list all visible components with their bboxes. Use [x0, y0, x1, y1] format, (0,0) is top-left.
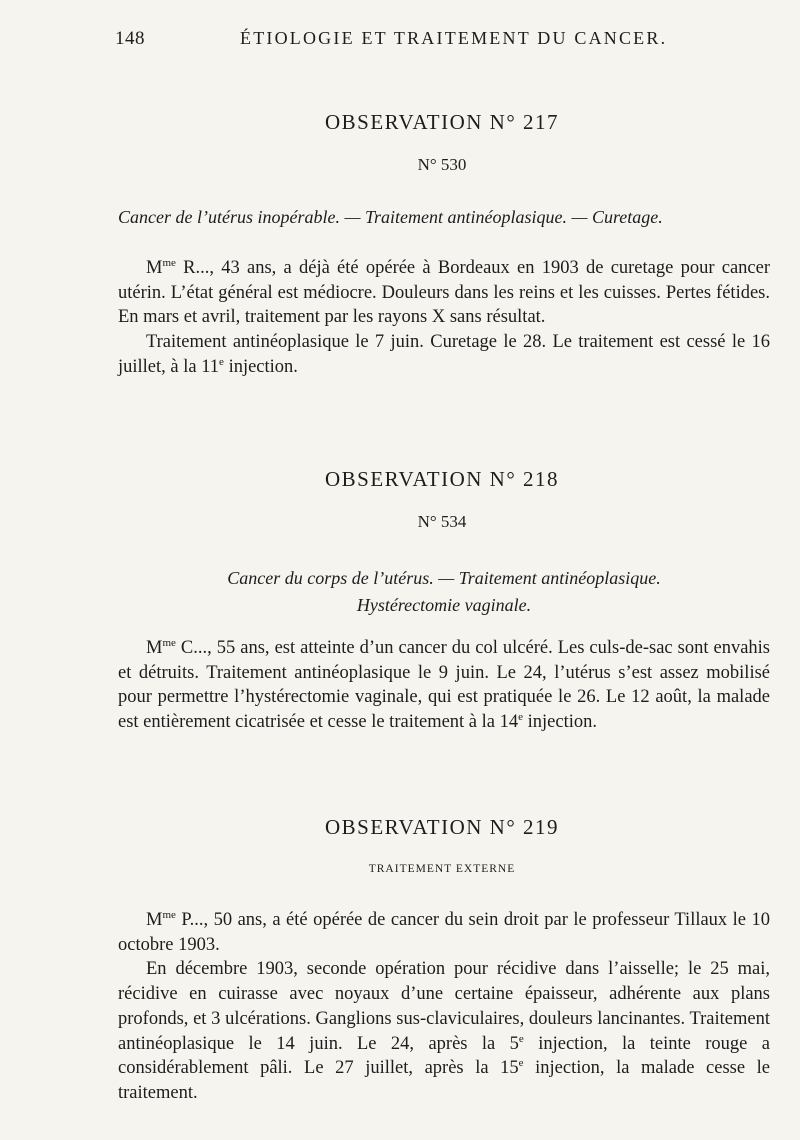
- observation-217-paragraph-2: Traitement antinéoplasique le 7 juin. Curetage le 28. Le traitement est cessé le 16 juillet, à la 11e injection.: [118, 332, 770, 377]
- running-title: ÉTIOLOGIE ET TRAITEMENT DU CANCER.: [240, 28, 668, 48]
- observation-218-subtitle-line-1: Cancer du corps de l’utérus. — Traitement antinéoplasique.: [227, 568, 661, 588]
- observation-219-title: OBSERVATION N° 219: [324, 815, 560, 839]
- observation-218-title: OBSERVATION N° 218: [324, 467, 560, 491]
- observation-218-number: N° 534: [417, 512, 467, 531]
- observation-218-subtitle-line-2: Hystérectomie vaginale.: [356, 595, 532, 615]
- observation-217-subtitle: Cancer de l’utérus inopérable. — Traitement antinéoplasique. — Curetage.: [118, 207, 663, 227]
- observation-218-subtitle: [118, 565, 770, 619]
- observation-217-number: N° 530: [417, 155, 467, 174]
- observation-219-body: [118, 908, 770, 1106]
- observation-218-paragraph-1: $M^{me}$ C..., 55 ans, est atteinte d’un cancer du col ulcéré. Les culs-de-sac sont envahis et détruits. Traitement antinéoplasique le 9 juin. Le 24, l’utérus s’est assez mobilisé pour permettre l’hystérectomie vaginale, qui est pratiquée le 26. Le 12 août, la malade est entièrement cicatrisée et cesse le traitement à la 14e injection.: [118, 637, 770, 733]
- observation-219-section-heading: TRAITEMENT EXTERNE: [368, 863, 516, 875]
- observation-217-body: [118, 256, 770, 380]
- observation-218-body: [118, 636, 770, 735]
- observation-219-paragraph-1: $M^{me}$ P..., 50 ans, a été opérée de cancer du sein droit par le professeur Tillaux le 10 octobre 1903.: [118, 909, 770, 955]
- page-number: 148: [115, 28, 145, 49]
- observation-219-paragraph-2: En décembre 1903, seconde opération pour récidive dans l’aisselle; le 25 mai, récidive en cuirasse avec noyaux d’une certaine épaisseur, adhérente aux plans profonds, et 3 ulcérations. Ganglions sus-claviculaires, douleurs lancinantes. Traitement antinéoplasique le 14 juin. Le 24, après la 5e injection, la teinte rouge a considérablement pâli. Le 27 juillet, après la 15e injection, la malade cesse le traitement.: [118, 959, 770, 1103]
- observation-217-title: OBSERVATION N° 217: [324, 110, 560, 134]
- observation-217-paragraph-1: $M^{me}$ R..., 43 ans, a déjà été opérée à Bordeaux en 1903 de curetage pour cancer utérin. L’état général est médiocre. Douleurs dans les reins et les cuisses. Pertes fétides. En mars et avril, traitement par les rayons X sans résultat.: [118, 257, 770, 328]
